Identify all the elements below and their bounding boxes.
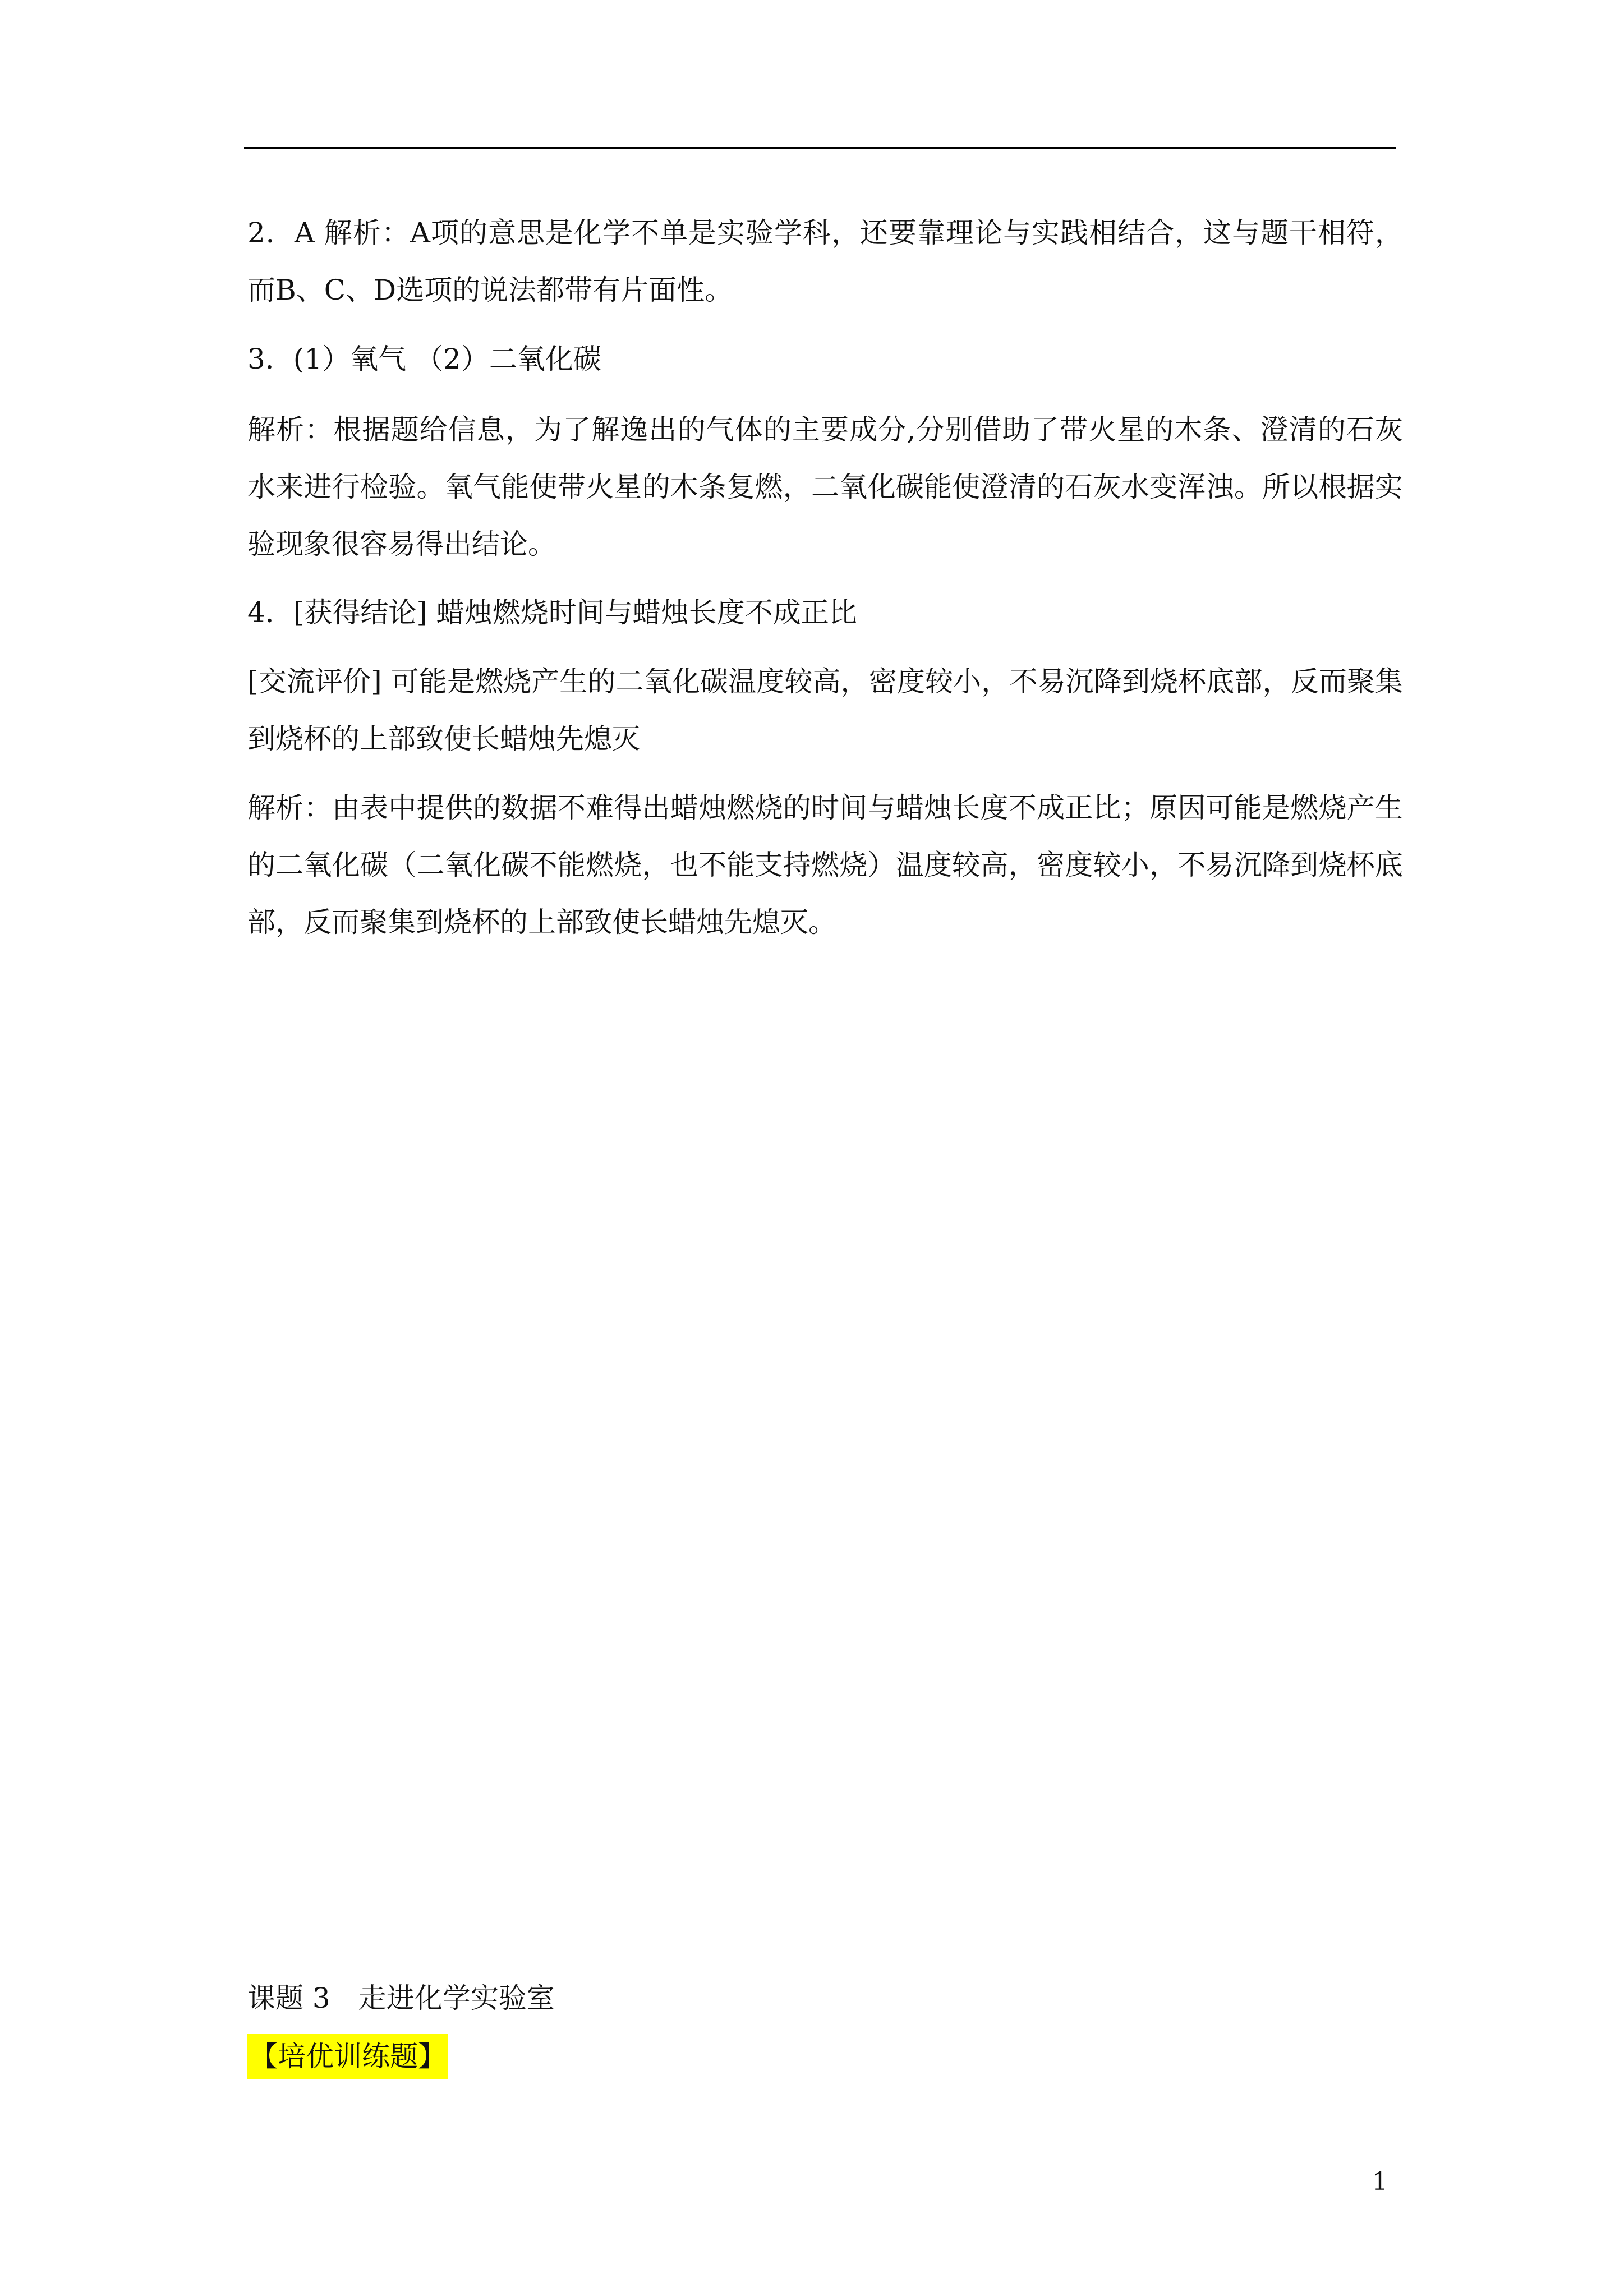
section-heading-highlighted: 【培优训练题】: [247, 2034, 448, 2079]
answer-4-analysis: 解析：由表中提供的数据不难得出蜡烛燃烧的时间与蜡烛长度不成正比；原因可能是燃烧产生的二氧化碳（二氧化碳不能燃烧，也不能支持燃烧）温度较高，密度较小，不易沉降到烧杯底部，反而聚集到烧杯的上部致使长蜡烛先熄灭。: [247, 792, 1403, 938]
answer-3: 3．(1）氧气 （2）二氧化碳: [247, 343, 601, 375]
answer-4-conclusion: 4．[获得结论] 蜡烛燃烧时间与蜡烛长度不成正比: [247, 596, 857, 629]
header-rule: [244, 147, 1396, 149]
answer-3-analysis: 解析：根据题给信息，为了解逸出的气体的主要成分,分别借助了带火星的木条、澄清的石灰水来进行检验。氧气能使带火星的木条复燃，二氧化碳能使澄清的石灰水变浑浊。所以根据实验现象很容易得出结论。: [247, 413, 1403, 560]
page-number: 1: [1372, 2168, 1388, 2196]
answer-2: 2．A 解析：A项的意思是化学不单是实验学科，还要靠理论与实践相结合，这与题干相符，而B、C、D选项的说法都带有片面性。: [247, 217, 1403, 306]
answer-4-evaluation: [交流评价] 可能是燃烧产生的二氧化碳温度较高，密度较小，不易沉降到烧杯底部，反而聚集到烧杯的上部致使长蜡烛先熄灭: [247, 665, 1403, 755]
lesson-title: 课题 3 走进化学实验室: [247, 1982, 555, 2014]
